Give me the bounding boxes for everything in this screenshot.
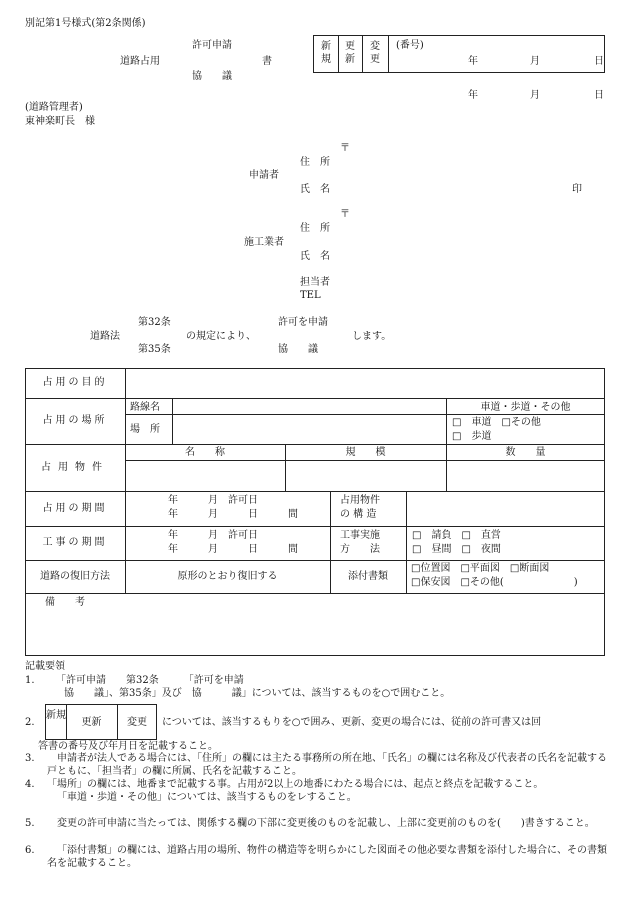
law-art32: 第32条: [138, 317, 171, 328]
note1-line1: 「許可申請 第32条 「許可を申請: [56, 675, 244, 686]
note3: 3. 申請者が法人である場合には、「住所」の欄には主たる事務所の所在地、「氏名」の欄には名称及び代表者の氏名を記載する戸ともに、「担当者」の欄に所属、氏名を記載すること。: [25, 753, 607, 777]
checkbox-road[interactable]: □ 車道 □その他: [452, 417, 541, 428]
form-code: 別記第1号様式(第2条関係): [25, 18, 146, 29]
note2-henkou: 変更: [127, 717, 147, 728]
law-kyougi: 協 議: [278, 344, 318, 355]
period-line1: 年 月 許可日: [168, 495, 258, 506]
box-date-day: 日: [594, 56, 604, 67]
period-line2: 年 月 日 間: [168, 509, 298, 520]
title-douro-senyo: 道路占用: [120, 56, 160, 67]
box-date-year: 年: [468, 56, 478, 67]
structure-label-2: の 構 造: [340, 509, 377, 520]
structure-label-1: 占用物件: [340, 495, 380, 506]
label-place: 占用の場所: [42, 415, 108, 426]
label-restore: 道路の復旧方法: [40, 571, 110, 582]
note5: 5. 変更の許可申請に当たっては、関係する欄の下部に変更後のものを記載し、上部に変更前のものを( )書きすること。: [25, 818, 595, 829]
label-work: 工事の期間: [42, 537, 108, 548]
box-shinki-2: 規: [321, 54, 331, 65]
checkbox-walk[interactable]: □ 歩道: [452, 431, 492, 442]
note2-text: については、該当するもりを○で囲み、更新、変更の場合には、従前の許可書又は回: [162, 717, 542, 728]
contractor-label: 施工業者: [244, 237, 284, 248]
attach-options-1[interactable]: □位置図 □平面図 □断面図: [411, 563, 550, 574]
box-koushin-2: 新: [345, 54, 355, 65]
note2-num: 2.: [25, 717, 35, 728]
note2-koushin: 更新: [81, 717, 102, 728]
method-label-1: 工事実施: [340, 530, 380, 541]
remarks-label: 備 考: [45, 597, 85, 608]
contractor-person: 担当者: [300, 277, 330, 288]
note4: 4. 「場所」の欄には、地番まで記載する事。占用が2以上の地番にわたる場合には、起点と終点を記載すること。 「車道・歩道・その他」については、該当するものをレすること。: [25, 779, 544, 803]
box-henkou-2: 更: [370, 54, 380, 65]
applicant-postal: 〒: [340, 143, 350, 154]
law-kyoka: 許可を申請: [278, 317, 328, 328]
date-month: 月: [530, 90, 540, 101]
addressee-line1: (道路管理者): [25, 102, 83, 113]
seal-mark: 印: [572, 184, 582, 195]
law-shimasu: します。: [352, 331, 392, 342]
attach-options-2[interactable]: □保安図 □その他( ): [411, 577, 578, 588]
label-purpose: 占用の目的: [42, 377, 108, 388]
attach-label: 添付書類: [348, 571, 388, 582]
note6: 6. 「添付書類」の欄には、道路占用の場所、物件の構造等を明らかにした図面その他必要な書類を添付した場合に、その書類名を記載すること。: [25, 845, 607, 869]
work-line2: 年 月 日 間: [168, 544, 298, 555]
method-options-2[interactable]: □ 昼間 □ 夜間: [412, 544, 501, 555]
method-label-2: 方 法: [340, 544, 380, 555]
addressee-line2: 東神楽町長 様: [25, 116, 95, 127]
title-sho: 書: [262, 56, 272, 67]
work-line1: 年 月 許可日: [168, 530, 258, 541]
applicant-address: 住 所: [300, 157, 330, 168]
col-name: 名 称: [185, 447, 225, 458]
label-period: 占用の期間: [42, 503, 108, 514]
date-day: 日: [594, 90, 604, 101]
contractor-tel: TEL: [300, 290, 321, 301]
title-kyougi: 協 議: [192, 71, 232, 82]
applicant-label: 申請者: [249, 170, 279, 181]
note1-line2: 協 議」、第35条」及び 協 議」については、該当するものを○で囲むこと。: [64, 688, 451, 699]
label-object: 占用物件: [41, 462, 109, 473]
note2-shinki: 新規: [46, 710, 66, 721]
box-henkou-1: 変: [370, 41, 380, 52]
contractor-name: 氏 名: [300, 251, 330, 262]
box-koushin-1: 更: [345, 41, 355, 52]
notes-heading: 記載要領: [25, 661, 65, 672]
method-options-1[interactable]: □ 請負 □ 直営: [412, 530, 501, 541]
place-sub-label: 場 所: [130, 424, 160, 435]
col-scale: 規 模: [345, 447, 386, 458]
contractor-postal: 〒: [340, 209, 350, 220]
note1-num: 1.: [25, 675, 35, 686]
note2-cont: 答書の番号及び年月日を記載すること。: [38, 741, 218, 752]
law-name: 道路法: [90, 331, 120, 342]
road-type-label: 車道・歩道・その他: [480, 402, 571, 413]
date-year: 年: [468, 90, 478, 101]
route-name-label: 路線名: [130, 402, 160, 413]
box-bangou: (番号): [396, 40, 424, 51]
law-provision: の規定により、: [186, 331, 256, 342]
restore-value: 原形のとおり復旧する: [177, 571, 278, 582]
box-date-month: 月: [530, 56, 540, 67]
box-shinki-1: 新: [321, 41, 331, 52]
applicant-name: 氏 名: [300, 184, 330, 195]
law-art35: 第35条: [138, 344, 171, 355]
contractor-address: 住 所: [300, 223, 330, 234]
title-kyoka-shinsei: 許可申請: [192, 40, 232, 51]
col-qty: 数 量: [505, 447, 546, 458]
